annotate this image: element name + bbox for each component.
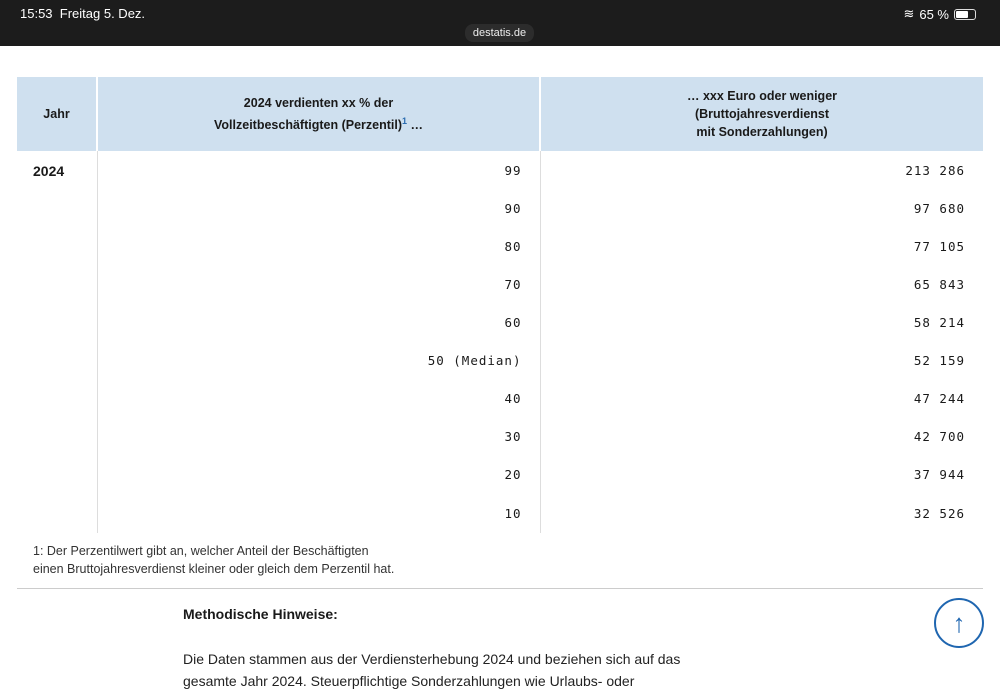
clock: 15:53 Freitag 5. Dez. [20,6,146,21]
header-euro: … xxx Euro oder weniger (Bruttojahresverdienst mit Sonderzahlungen) [540,77,983,151]
percentile-cell: 50 (Median) [97,341,540,379]
euro-cell: 213 286 [905,162,965,178]
percentile-cell: 40 [97,379,540,417]
percentile-cell: 90 [97,189,540,227]
table-row [17,227,983,265]
percentile-cell: 10 [97,493,540,533]
euro-cell: 65 843 [913,276,965,292]
euro-cell: 42 700 [913,428,965,444]
table-row [17,189,983,227]
percentile-table [17,77,983,533]
percentile-cell: 80 [97,227,540,265]
euro-cell: 58 214 [913,314,965,330]
status-icons [903,6,976,22]
euro-cell: 77 105 [913,238,965,254]
arrow-up-icon: ↑ [952,607,966,638]
wifi-icon: ≋ [903,6,915,21]
euro-cell: 32 526 [913,505,965,521]
euro-cell: 52 159 [913,352,965,368]
table-row [17,455,983,493]
battery-level: 65 % [919,6,949,22]
euro-cell: 37 944 [913,466,965,482]
url-bar[interactable]: destatis.de [465,24,534,42]
table-row [17,303,983,341]
header-year: Jahr [17,77,97,151]
divider [17,588,983,589]
table-row [17,341,983,379]
status-bar [0,0,1000,46]
battery-icon [954,9,976,20]
euro-cell: 47 244 [913,390,965,406]
table-row [17,151,983,189]
method-text: Die Daten stammen aus der Verdiensterhebung 2024 und beziehen sich auf das gesamte Jahr 2024. Steuerpflichtige Sonderzahlungen wie Urlaubs- oder [183,651,681,689]
percentile-cell: 60 [97,303,540,341]
table-row [17,379,983,417]
scroll-to-top-button[interactable] [934,598,984,648]
year-cell: 2024 [17,151,97,533]
euro-cell: 97 680 [913,200,965,216]
header-percentile: 2024 verdienten xx % der Vollzeitbeschäftigten (Perzentil)$^1$ … [97,77,540,151]
method-title: Methodische Hinweise: [183,606,338,622]
table-row [17,265,983,303]
percentile-cell: 30 [97,417,540,455]
footnote: 1: Der Perzentilwert gibt an, welcher Anteil der Beschäftigten einen Bruttojahresverdienst kleiner oder gleich dem Perzentil hat. [33,544,395,576]
table-row [17,493,983,533]
table-row [17,417,983,455]
footnote-link[interactable]: 1 [402,115,408,126]
percentile-cell: 70 [97,265,540,303]
percentile-cell: 20 [97,455,540,493]
percentile-cell: 99 [97,151,540,189]
